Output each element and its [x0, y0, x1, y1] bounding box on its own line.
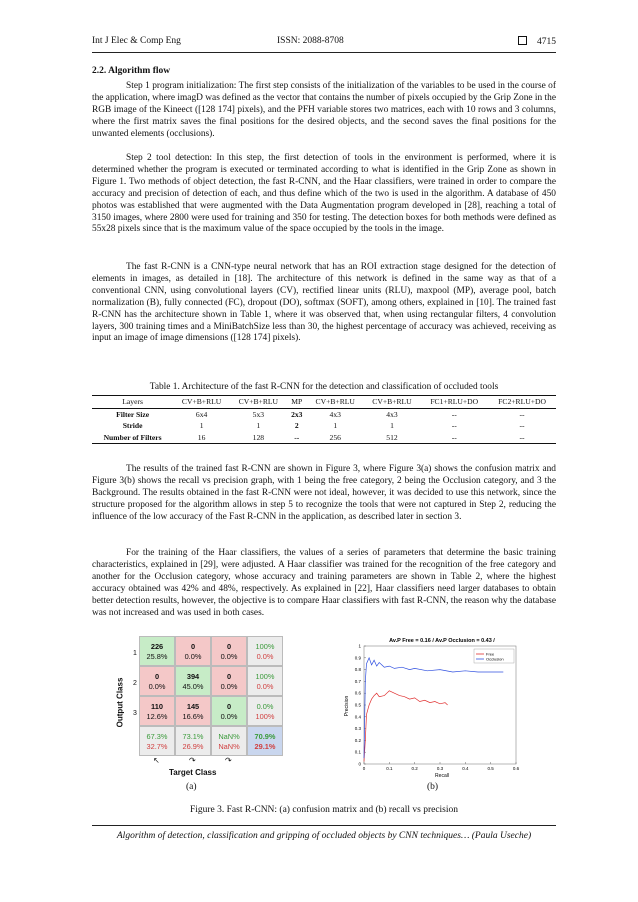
- cm-cell: 0.0% 100%: [247, 696, 283, 726]
- table-row-header: Stride: [122, 421, 143, 430]
- cm-cell: 100% 0.0%: [247, 666, 283, 696]
- figure-label-a: (a): [186, 782, 197, 792]
- table-row: [92, 420, 556, 432]
- y-tick-label: 0.3: [354, 726, 361, 732]
- cm-cell: 0 0.0%: [211, 636, 247, 666]
- output-class-label: Output Class: [115, 677, 125, 728]
- table-row: [92, 408, 556, 420]
- table-cell: 2: [294, 421, 299, 430]
- table-cell: --: [519, 409, 525, 419]
- y-tick-label: 0.8: [354, 667, 361, 673]
- x-tick-label: 0.6: [512, 766, 520, 771]
- cm-cell: 0 0.0%: [175, 636, 211, 666]
- x-axis-label: Recall: [435, 773, 449, 778]
- table-cell: --: [451, 409, 457, 419]
- paragraph-step1: Step 1 program initialization: The first step consists of the initialization of the variables to be used in the course of the application, where imagD was defined as the vector that contains the number of pixels occupied by the Grip Zone in the RGB image of the Kineect ([128 174] pixels), and the PFH variable stores two matrices, each with 10 rows and 3 columns, where the first matrix saves the final positions for the desired objects, and the second saves the final positions for the unwanted elements (occlusions).: [92, 81, 556, 139]
- section-heading: 2.2. Algorithm flow: [92, 66, 171, 76]
- y-tick-label: 0.9: [354, 655, 361, 661]
- chart-title: Av.P Free = 0.16 / Av.P Occlusion = 0.43 /: [389, 638, 495, 644]
- col-label: ↷: [189, 756, 196, 765]
- paragraph-fast-rcnn: The fast R-CNN is a CNN-type neural network that has an ROI extraction stage designed for the detection of elements in images, as detailed in [18]. The architecture of this network is defined in the same way as that of a conventional CNN, using convolutional layers (CV), rectified linear units (RLU), maxpool (MP), average pool, batch normalization (B), fully connected (FC), dropout (DO), softmax (SOFT), among others, explained in [10]. The trained fast R-CNN has the architecture shown in Table 1, where it was observed that, when using rectangular filters, 4 convolution layers, 300 training times and a MiniBatchSize less than 30, the highest percentage of accuracy was achieved, receiving as input an image of image dimensions ([128 174] pixels).: [92, 262, 556, 344]
- x-tick-label: 0.1: [386, 766, 393, 771]
- y-tick-label: 0.5: [354, 702, 361, 708]
- cm-cell: 110 12.6%: [139, 696, 175, 726]
- cm-cell: 0 0.0%: [139, 666, 175, 696]
- cm-cell: 73.1% 26.9%: [175, 726, 211, 756]
- table-header: Layers: [122, 397, 143, 406]
- table-cell: 128: [252, 432, 265, 442]
- table-cell: --: [294, 432, 300, 442]
- table-row-header: Number of Filters: [103, 432, 162, 442]
- figure-caption: Figure 3. Fast R-CNN: (a) confusion matrix and (b) recall vs precision: [189, 805, 459, 815]
- legend-label: Occlusion: [486, 656, 504, 662]
- table-row: [92, 432, 556, 444]
- table-header: CV+B+RLU: [181, 397, 222, 406]
- cm-cell: 0 0.0%: [211, 696, 247, 726]
- y-tick-label: 0.4: [354, 714, 361, 720]
- table-caption: Table 1. Architecture of the fast R-CNN for the detection and classification of occluded tools: [149, 382, 499, 392]
- y-axis-label: Precision: [344, 695, 350, 717]
- cm-cell: 67.3% 32.7%: [139, 726, 175, 756]
- table-cell: --: [451, 432, 457, 442]
- table-header: MP: [291, 397, 303, 406]
- col-label: ↷: [225, 756, 232, 765]
- table-cell: --: [519, 432, 525, 442]
- paragraph-haar: For the training of the Haar classifiers, the values of a series of parameters that determine the basic training characteristics, explained in [29], were adjusted. A Haar classifier was trained for the recognition of the free category and another for the Occlusion category, whose accuracy and training parameters are shown in Table 2, where the highest accuracy obtained was 42% and 48%, respectively. As explained in [22], Haar classifiers need larger databases to obtain better detection results, however, the objective is to compare Haar classifiers with fast R-CNN, the reason why the database was not increased and was used in both cases.: [92, 548, 556, 618]
- paragraph-step2: Step 2 tool detection: In this step, the first detection of tools in the environment is performed, where it is determined whether the program is executed or terminated according to what is identified in the Grip Zone as shown in Figure 1. Two methods of object detection, the fast R-CNN, and the Haar classifiers, were trained in order to compare the accuracy and precision of detection of each, and thus define which of the two is used in the algorithm. A database of 450 photos was established that were augmented with the Data Augmentation program developed in [28], reaching a total of 3150 images, where 2800 were used for training and 350 for testing. The detection boxes for both methods were defined as 55x28 pixels since that is the maximum value of the space occupied by the tools in the image.: [92, 153, 556, 235]
- cm-cell: 226 25.8%: [139, 636, 175, 666]
- page-number: 4715: [537, 37, 556, 47]
- table-cell: 6x4: [195, 409, 208, 419]
- architecture-table: [92, 395, 556, 444]
- table-cell: 256: [329, 432, 341, 442]
- table-header: FC2+RLU+DO: [498, 397, 546, 406]
- table-cell: 16: [197, 432, 206, 442]
- table-header: FC1+RLU+DO: [430, 397, 479, 406]
- row-label: 3: [133, 710, 137, 717]
- confusion-matrix: [115, 636, 281, 780]
- cm-cell: 145 16.6%: [175, 696, 211, 726]
- col-label: ↖: [153, 756, 160, 765]
- x-tick-label: 0.4: [462, 766, 469, 771]
- table-cell: 1: [199, 421, 204, 430]
- footer-rule: [92, 825, 556, 826]
- y-tick-label: 0: [358, 761, 361, 767]
- plot-area: [364, 646, 516, 764]
- figure-label-b: (b): [427, 782, 439, 792]
- journal-name: Int J Elec & Comp Eng: [92, 36, 181, 46]
- table-cell: 1: [333, 421, 338, 430]
- y-tick-label: 0.7: [354, 678, 361, 684]
- table-cell: 5x3: [252, 409, 265, 419]
- table-cell: 512: [386, 432, 398, 442]
- table-header: CV+B+RLU: [372, 397, 412, 406]
- x-tick-label: 0: [362, 766, 366, 771]
- table-cell: 1: [390, 421, 394, 430]
- running-footer: Algorithm of detection, classification and gripping of occluded objects by CNN techniques… (Paula Useche): [116, 831, 532, 841]
- table-header: CV+B+RLU: [315, 397, 355, 406]
- row-label: 1: [133, 650, 137, 657]
- x-tick-label: 0.2: [411, 766, 418, 771]
- paragraph-results: The results of the trained fast R-CNN are shown in Figure 3, where Figure 3(a) shows the confusion matrix and Figure 3(b) shows the recall vs precision graph, with 1 being the free category, 2 being the Occlusion category, and 3 the Background. The results obtained in the fast R-CNN were not ideal, however, it was decided to use this network, since the structure proposed for the algorithm allows in step 5 to recognize the tools that were not captured in Step 2, reducing the influence of the low accuracy of the Fast R-CNN in the application, as described later in section 3.: [92, 464, 556, 522]
- y-tick-label: 1: [358, 643, 361, 649]
- y-tick-label: 0.2: [354, 737, 361, 743]
- cm-cell: 70.9% 29.1%: [247, 726, 283, 756]
- running-header: [92, 36, 556, 50]
- checkbox-icon: [518, 36, 527, 45]
- y-tick-label: 0.1: [354, 749, 361, 755]
- cm-cell: 394 45.0%: [175, 666, 211, 696]
- table-header: CV+B+RLU: [238, 397, 279, 406]
- table-header-row: [92, 396, 556, 409]
- page-number-block: [518, 36, 556, 47]
- header-rule: [92, 52, 556, 53]
- table-cell: 1: [256, 421, 261, 430]
- chart-legend: [474, 649, 514, 663]
- table-cell: --: [451, 421, 457, 430]
- issn: ISSN: 2088-8708: [277, 36, 344, 46]
- table-cell: 4x3: [329, 409, 341, 419]
- cm-cell: 100% 0.0%: [247, 636, 283, 666]
- x-tick-label: 0.3: [436, 766, 444, 771]
- table-cell: --: [519, 421, 525, 430]
- cm-cell: NaN% NaN%: [211, 726, 247, 756]
- target-class-label: Target Class: [169, 768, 217, 777]
- row-label: 2: [133, 680, 137, 687]
- cm-cell: 0 0.0%: [211, 666, 247, 696]
- table-cell: 2x3: [291, 409, 303, 419]
- recall-precision-chart: [342, 636, 524, 778]
- x-tick-label: 0.5: [487, 766, 494, 771]
- table-row-header: Filter Size: [116, 409, 150, 419]
- table-cell: 4x3: [386, 409, 398, 419]
- y-tick-label: 0.6: [354, 690, 361, 696]
- legend-label: Free: [486, 651, 495, 657]
